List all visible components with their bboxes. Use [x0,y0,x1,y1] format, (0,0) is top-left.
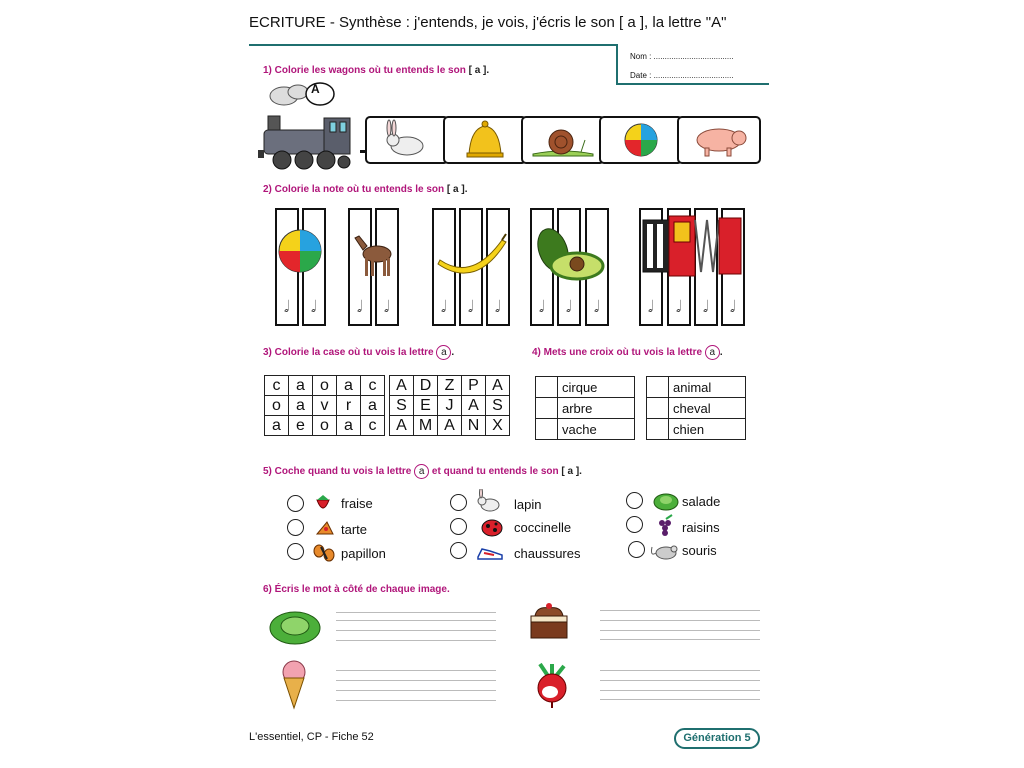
horse-icon [349,232,397,278]
note-icon: 𝅗𝅥 [730,299,736,316]
section4-label: 4) Mets une croix où tu vois la lettre [532,347,703,358]
radio-chaussures[interactable] [450,542,467,559]
table-row [390,376,510,396]
letter-grid-uppercase [389,375,510,436]
cross-box[interactable] [647,398,669,419]
letter-cell[interactable]: o [265,396,289,416]
letter-cell[interactable]: D [414,376,438,396]
section2-sound: [ a ]. [446,184,468,195]
option-label: tarte [341,522,368,537]
table-row [536,419,635,440]
letter-cell[interactable]: A [486,376,510,396]
writing-line[interactable] [336,612,496,613]
letter-cell[interactable]: S [486,396,510,416]
section5-instruction [263,464,582,479]
cross-box[interactable] [536,419,558,440]
footer-text: L'essentiel, CP - Fiche 52 [249,731,374,743]
shoes-icon [476,543,504,563]
writing-line[interactable] [336,680,496,681]
letter-cell[interactable]: A [390,416,414,436]
letter-cell[interactable]: N [462,416,486,436]
lettuce-icon [268,608,322,646]
letter-cell[interactable]: S [390,396,414,416]
note-icon: 𝅗𝅥 [441,299,447,316]
date-field[interactable]: Date : .................................... [630,71,734,80]
bubble-letter: A [311,82,320,96]
note-icon: 𝅗𝅥 [539,299,545,316]
word-cell: arbre [558,398,635,419]
letter-cell[interactable]: a [289,396,313,416]
letter-cell[interactable]: a [265,416,289,436]
pig-icon [679,118,759,162]
table-row [390,416,510,436]
letter-cell[interactable]: A [438,416,462,436]
radish-icon [530,662,574,708]
writing-line[interactable] [336,640,496,641]
page-title: ECRITURE - Synthèse : j'entends, je vois, j'écris le son [ a ], la lettre "A" [249,14,727,31]
ball-icon [601,118,681,162]
option-label: papillon [341,546,386,561]
avocado-icon [531,222,607,284]
section4-instruction: 4) Mets une croix où tu vois la lettre a . [532,347,723,358]
note-icon: 𝅗𝅥 [648,299,654,316]
writing-line[interactable] [600,670,760,671]
word-table-1 [535,376,635,440]
radio-papillon[interactable] [287,543,304,560]
butterfly-icon [313,543,335,563]
letter-cell[interactable]: Z [438,376,462,396]
note-icon: 𝅗𝅥 [468,299,474,316]
section1-label: 1) Colorie les wagons où tu entends le son [263,65,466,76]
ball-icon [277,228,323,274]
table-row [265,396,385,416]
section5-letter: a [414,464,429,479]
name-field[interactable]: Nom : .................................... [630,52,734,61]
writing-line[interactable] [336,620,496,621]
option-label: salade [682,494,721,509]
table-row [647,377,746,398]
strawberry-icon [313,492,333,514]
accordion-icon [641,214,745,278]
writing-line[interactable] [600,680,760,681]
section3-label: 3) Colorie la case où tu vois la lettre [263,347,434,358]
section2-label: 2) Colorie la note où tu entends le son [263,184,445,195]
radio-salade[interactable] [626,492,643,509]
option-label: fraise [341,496,373,511]
wagon-ball[interactable] [599,116,683,164]
radio-coccinelle[interactable] [450,518,467,535]
letter-cell[interactable]: X [486,416,510,436]
writing-line[interactable] [600,620,760,621]
letter-grid-lowercase [264,375,385,436]
mouse-icon [650,539,680,561]
wagon-rabbit[interactable] [365,116,449,164]
locomotive-icon [254,80,362,172]
option-label: coccinelle [514,520,572,535]
section5-sound: [ a ]. [561,466,582,477]
table-row [265,376,385,396]
cross-box[interactable] [647,377,669,398]
letter-cell[interactable]: J [438,396,462,416]
word-table-2 [646,376,746,440]
writing-line[interactable] [600,610,760,611]
wagon-bell[interactable] [443,116,527,164]
note-icon: 𝅗𝅥 [384,299,390,316]
note-icon: 𝅗𝅥 [311,299,317,316]
writing-line[interactable] [336,690,496,691]
radio-fraise[interactable] [287,495,304,512]
radio-lapin[interactable] [450,494,467,511]
word-cell: chien [669,419,746,440]
tart-icon [315,518,335,538]
section5-label-1: 5) Coche quand tu vois la lettre [263,466,412,477]
table-row [390,396,510,416]
header-rule [249,44,616,46]
note-icon: 𝅗𝅥 [676,299,682,316]
grapes-icon [654,513,678,537]
option-label: chaussures [514,546,581,561]
rabbit-icon [367,118,447,162]
letter-cell[interactable]: e [289,416,313,436]
letter-cell[interactable]: E [414,396,438,416]
letter-cell[interactable]: a [289,376,313,396]
note-icon: 𝅗𝅥 [357,299,363,316]
letter-cell[interactable]: o [313,416,337,436]
letter-cell[interactable]: o [313,376,337,396]
note-icon: 𝅗𝅥 [284,299,290,316]
table-row [265,416,385,436]
writing-line[interactable] [336,630,496,631]
option-label: lapin [514,497,542,512]
letter-cell[interactable]: a [361,396,385,416]
ladybug-icon [480,516,504,538]
section5-label-2: et quand tu entends le son [431,466,559,477]
letter-cell[interactable]: P [462,376,486,396]
ice-cream-icon [279,660,309,710]
section4-letter: a [705,345,720,360]
writing-line[interactable] [336,670,496,671]
section3-instruction: 3) Colorie la case où tu vois la lettre a . [263,347,455,358]
wagon-snail[interactable] [521,116,605,164]
note-icon: 𝅗𝅥 [594,299,600,316]
option-label: souris [682,543,717,558]
lettuce-icon [652,490,680,512]
writing-line[interactable] [600,639,760,640]
letter-cell[interactable]: a [337,376,361,396]
table-row [536,398,635,419]
writing-line[interactable] [600,630,760,631]
word-cell: vache [558,419,635,440]
table-row [647,398,746,419]
letter-cell[interactable]: A [390,376,414,396]
letter-cell[interactable]: c [361,376,385,396]
section6-instruction: 6) Écris le mot à côté de chaque image. [263,584,450,595]
letter-cell[interactable]: A [462,396,486,416]
letter-cell[interactable]: c [361,416,385,436]
section1-sound: [ a ]. [468,65,490,76]
table-row [536,377,635,398]
snail-icon [523,118,603,162]
name-date-box [616,44,769,85]
letter-cell[interactable]: r [337,396,361,416]
word-cell: cirque [558,377,635,398]
cross-box[interactable] [536,398,558,419]
option-label: raisins [682,520,720,535]
note-icon: 𝅗𝅥 [495,299,501,316]
word-cell: animal [669,377,746,398]
cross-box[interactable] [647,419,669,440]
brand-badge: Génération 5 [674,728,760,749]
letter-cell[interactable]: c [265,376,289,396]
writing-line[interactable] [336,700,496,701]
banana-icon [436,230,510,276]
word-cell: cheval [669,398,746,419]
writing-line[interactable] [600,699,760,700]
letter-cell[interactable]: M [414,416,438,436]
wagon-pig[interactable] [677,116,761,164]
radio-souris[interactable] [628,541,645,558]
section1-instruction [263,65,489,76]
radio-tarte[interactable] [287,519,304,536]
section3-letter: a [436,345,451,360]
letter-cell[interactable]: v [313,396,337,416]
cake-icon [527,602,571,642]
writing-line[interactable] [600,690,760,691]
rabbit-icon [476,489,502,513]
cross-box[interactable] [536,377,558,398]
radio-raisins[interactable] [626,516,643,533]
note-icon: 𝅗𝅥 [703,299,709,316]
bell-icon [445,118,525,162]
letter-cell[interactable]: a [337,416,361,436]
table-row [647,419,746,440]
note-icon: 𝅗𝅥 [566,299,572,316]
section2-instruction [263,184,467,195]
